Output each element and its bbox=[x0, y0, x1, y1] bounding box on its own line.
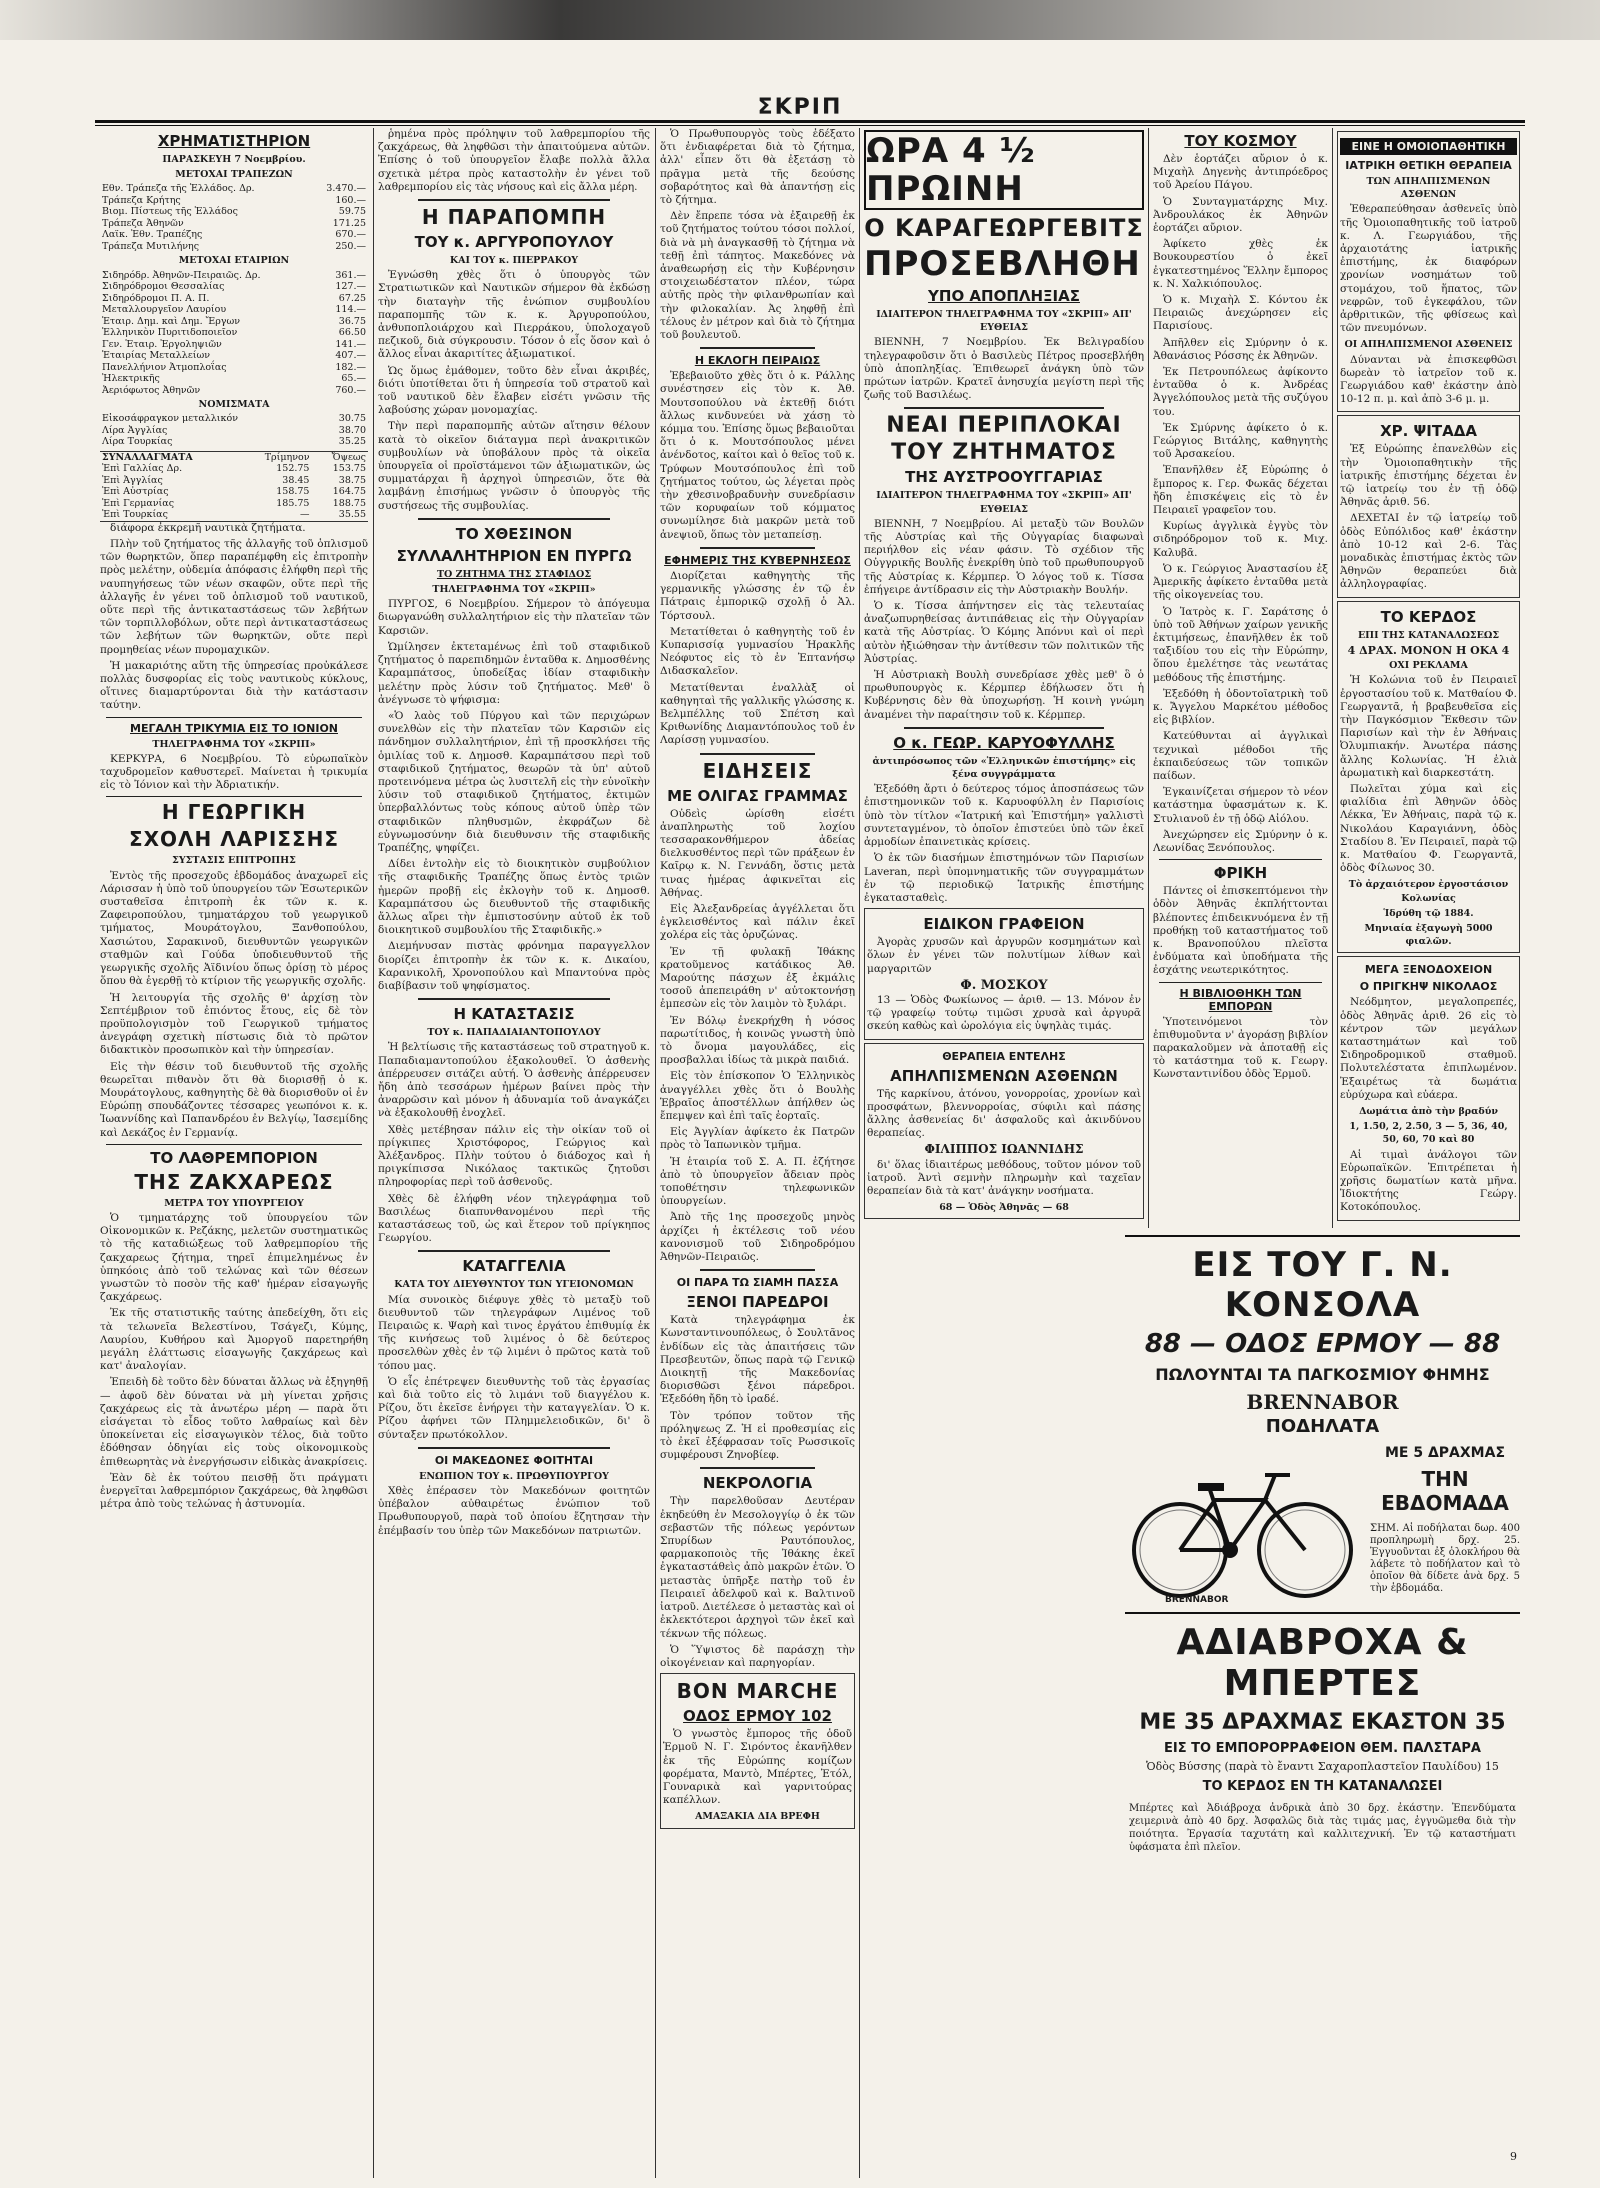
ad-text: Τὸ ἀρχαιότερον ἐργοστάσιον Κολωνίας bbox=[1348, 879, 1509, 904]
ad-text: Ἐξ Εὐρώπης ἐπανελθὼν εἰς τὴν Ὁμοιοπαθητικὴν τῆς ἰατρικῆς ἐπιστήμης δέχεται ἐν τῷ ἰατρείῳ του ἐν τῇ ὁδῷ Ἀθηνᾶς ἀριθ. 56. bbox=[1340, 443, 1517, 509]
article-text: Ὁ Συνταγματάρχης Μιχ. Ἀνδρουλάκος ἐκ Ἀθηνῶν ἑορτάζει αὔριον. bbox=[1153, 195, 1328, 235]
divider bbox=[418, 1250, 610, 1252]
ad-name: Φ. ΜΟΣΚΟΥ bbox=[960, 977, 1048, 993]
ad-raincoats bbox=[1125, 1612, 1520, 1854]
headline-smuggling-2: ΤΗΣ ΖΑΚΧΑΡΕΩΣ bbox=[134, 1169, 334, 1194]
article-text: Εἰς Ἀγγλίαν ἀφίκετο ἐκ Πατρῶν πρὸς τὸ Ἰαπωνικὸν τμῆμα. bbox=[660, 1126, 855, 1152]
ad-title: ΜΕΓΑ ΞΕΝΟΔΟΧΕΙΟΝ bbox=[1364, 963, 1493, 977]
article-text: Εἰς τὸν ἐπίσκοπον Ὁ Ἐλληνικὸς ἀναγγέλλει χθὲς ὅτι ὁ Βουλὴς Ἑβραῖος ἀποστέλλων ἀπήλθεν ὡς ἔπεμψεν καὶ ἐπὶ ταῖς ἐορταῖς. bbox=[660, 1070, 855, 1122]
article-text: Ἐντὸς τῆς προσεχοῦς ἑβδομάδος ἀναχωρεῖ εἰς Λάρισσαν ἡ ὑπὸ τοῦ ὑπουργείου τῶν Ἐσωτερικῶν συσταθεῖσα ἐπιτροπὴ ἐκ τῶν κ. κ. Ζαφειροπούλου, τμηματάρχου τοῦ γεωργικοῦ τμήματος, Μουράτογλου, Ξανθοπούλου, Χασιώτου, Σαρακινοῦ, διευθυντῶν γεωργικῶν σταθμῶν καὶ Γούδα ὑποδιευθυντοῦ τῆς γεωργικῆς σχολῆς Ἀϊδινίου ὅπως ὁρίσῃ τὸ μέρος ὅπου θὰ ἐγερθῇ τὸ κτίριον τῆς γεωργικῆς σχολῆς. bbox=[100, 869, 368, 988]
article-text: Οὐδεὶς ὡρίσθη εἰσέτι ἀναπληρωτὴς τοῦ λοχίου τεσσαρακονθήμερον ἀδείας διελκυσθέντος περὶ τῶν πράξεων ἐν Καῖρῳ κ. Ν. Γεννάδη, ὅστις μετὰ τινας ἡμέρας ἀφικνεῖται εἰς Ἀθήνας. bbox=[660, 807, 855, 899]
table-row: Σιδηρόδρομοι Π. Α. Π. 67.25 bbox=[102, 292, 366, 304]
column-divider bbox=[373, 128, 374, 2178]
table-row: Βιομ. Πίστεως τῆς Ἑλλάδος 59.75 bbox=[102, 206, 366, 218]
article-text: Ὁ Ὕψιστος δὲ παράσχῃ τὴν οἰκογένειαν καὶ παρηγορίαν. bbox=[660, 1643, 855, 1669]
article-text: Ἐξεδόθη ἄρτι ὁ δεύτερος τόμος ἀποσπάσεως τῶν ἐπιστημονικῶν τοῦ κ. Καρυοφύλλη ἐν Παρισίοις ὑπὸ τὸν τίτλον «Ἰατρική καὶ Ἐπιστήμη» γαλλιστὶ συντεταγμένον, τὸ ὁποῖον ἐπιστεύει ὑπὸ τῶν ἐκεῖ ἀρμοδίων ἐπαινετικὰς κρίσεις. bbox=[864, 783, 1144, 849]
telegram-label: ΙΔΙΑΙΤΕΡΟΝ ΤΗΛΕΓΡΑΦΗΜΑ ΤΟΥ «ΣΚΡΙΠ» ΑΠ' ΕΥΘΕΙΑΣ bbox=[876, 309, 1132, 334]
headline-pasha-2: ΞΕΝΟΙ ΠΑΡΕΔΡΟΙ bbox=[686, 1293, 829, 1312]
headline-referral: Η ΠΑΡΑΠΟΜΠΗ bbox=[421, 205, 607, 230]
article-text: Μετατίθεται ὁ καθηγητὴς τοῦ ἐν Κυπαρισσίᾳ γυμνασίου Ἠρακλῆς Νεόφυτος εἰς τὸ ἐν Ἐπτανήσῳ Διδασκαλεῖον. bbox=[660, 625, 855, 678]
headline-horror: ΦΡΙΚΗ bbox=[1213, 864, 1268, 883]
subhead: ΤΟΥ κ. ΠΑΠΑΔΙΑΙΑΝΤΟΠΟΥΛΟΥ bbox=[427, 1027, 601, 1039]
divider bbox=[106, 717, 362, 718]
table-row: Εἰκοσάφραγκον μεταλλικόν 30.75 bbox=[102, 413, 366, 425]
article-text: Εἰς Ἀλεξανδρείας ἀγγέλλεται ὅτι ἐγκλεισθέντος καὶ πάλιν ἐκεῖ χολέρα εἰς τὰς ὀρυζώνας. bbox=[660, 902, 855, 942]
article-text: Ἐὰν δὲ ἐκ τούτου πεισθῇ ὅτι πράγματι ἐνεργεῖται λαθρεμπόριον ζακχάρεως, θὰ ληφθῶσι μέτρα ἀπὸ τοὺς τελώνας ἡ ἀστυνομία. bbox=[100, 1471, 368, 1511]
ad-name: ΦΙΛΙΠΠΟΣ ΙΩΑΝΝΙΔΗΣ bbox=[924, 1142, 1084, 1157]
article-text: Δίδει ἐντολὴν εἰς τὸ διοικητικὸν συμβούλιον τῆς σταφιδικῆς Τραπέζης ὅπως ἐντὸς τριῶν ἡμερῶν προβῇ εἰς ἐκλογὴν τοῦ κ. Δημοσθ. Καραμπάτσου ὡς διευθυντοῦ τῆς σταφιδικῆς ἄλλως αἴρει τὴν ἐμπιστοσύνην αὐτοῦ ἐκ τοῦ διοικητικοῦ συμβουλίου τῆς Σταφιδικῆς.» bbox=[378, 858, 650, 937]
article-text: Χθὲς δὲ ἐλήφθη νέον τηλεγράφημα τοῦ Βασιλέως διαπυνθανομένου περὶ τῆς καταστάσεως τοῦ, ὡς καὶ ἕτερον τοῦ πρίγκηπος Γεωργίου. bbox=[378, 1192, 650, 1245]
article-text: Διορίζεται καθηγητὴς τῆς γερμανικῆς γλώσσης ἐν τῷ ἐν Πάτραις ἐμπορικῷ σχολῇ ὁ Ἀλ. Τόρτσουλ. bbox=[660, 569, 855, 622]
headline-library: Η ΒΙΒΛΙΟΘΗΚΗ ΤΩΝ ΕΜΠΟΡΩΝ bbox=[1179, 986, 1302, 1013]
article-text: Ἐπανῆλθεν ἐξ Εὐρώπης ὁ ἔμπορος κ. Γερ. Φωκᾶς δέχεται ἤδη ἐπισκέψεις εἰς τὸ ἐν Πειραιεῖ γραφεῖον του. bbox=[1153, 464, 1328, 517]
ad-title-2: Ο ΠΡΙΓΚΗΨ ΝΙΚΟΛΑΟΣ bbox=[1359, 980, 1498, 994]
ad-gain: ΤΟ ΚΕΡΔΟΣ ΕΝ ΤΗ ΚΑΤΑΝΑΛΩΣΕΙ bbox=[1202, 1779, 1443, 1794]
ad-text: Τῆς καρκίνου, ἀτόνου, γονορροίας, χρονίων καὶ προσφάτων, βλεννορροίας, σύφιλι καὶ πάσης ἄλλης ἀσθενείας δι' ἀσφαλοῦς καὶ ἀκινδύνου θεραπείας. bbox=[867, 1087, 1141, 1140]
table-row: Τράπεζα Κρήτης 160.— bbox=[102, 194, 366, 206]
article-text: Ἡ λειτουργία τῆς σχολῆς θ' ἀρχίσῃ τὸν Σεπτέμβριον τοῦ ἐπιόντος ἔτους, εἰς δὲ τὸν προϋπολογισμὸν τοῦ Γεωργικοῦ τμήματος ἀνεγράφη σχετικὴ πίστωσις διὰ τὸ πρῶτον διδακτικὸν προσωπικὸν καὶ τὴν ὑπηρεσίαν. bbox=[100, 991, 368, 1057]
ad-address: 68 — Ὁδὸς Ἀθηνᾶς — 68 bbox=[939, 1202, 1069, 1214]
bicycle-icon bbox=[1125, 1445, 1355, 1610]
ad-doctor bbox=[1337, 415, 1520, 597]
headline-school-2: ΣΧΟΛΗ ΛΑΡΙΣΣΗΣ bbox=[128, 827, 340, 852]
headline-rally-2: ΣΥΛΛΑΛΗΤΗΡΙΟΝ ΕΝ ΠΥΡΓΩ bbox=[396, 546, 632, 565]
ad-title: ΕΙΝΕ Η ΟΜΟΙΟΠΑΘΗΤΙΚΗ bbox=[1340, 138, 1517, 155]
column-1 bbox=[100, 128, 368, 2178]
offer-line: ΤΗΝ ΕΒΔΟΜΑΔΑ bbox=[1381, 1467, 1509, 1515]
ad-address: Ὁδὸς Βύσσης (παρὰ τὸ ἔναντι Σαχαροπλαστεῖον Παυλίδου) 15 bbox=[1146, 1760, 1499, 1773]
ad-hotel bbox=[1337, 956, 1520, 1220]
table-row: Σιδηρόδρ. Ἀθηνῶν-Πειραιῶς. Δρ. 361.— bbox=[102, 269, 366, 281]
article-text: Πάντες οἱ ἐπισκεπτόμενοι τὴν ὁδὸν Ἀθηνᾶς ἐκπλήττονται βλέποντες ἐπιδεικνυόμενα ἐν τῇ προθήκῃ τοῦ καταστήματος τοῦ κ. Βρανοπούλου πλεῖστα ἐνδύματα καὶ ὑποδήματα τῆς ἐσχάτης νεωτερικότητος. bbox=[1153, 885, 1328, 977]
ad-title: ΤΟ ΚΕΡΔΟΣ bbox=[1380, 607, 1477, 626]
table-row: Ἑταιρ. Δημ. καὶ Δημ. Ἔργων 36.75 bbox=[102, 315, 366, 327]
ad-title: ΕΙΔΙΚΟΝ ΓΡΑΦΕΙΟΝ bbox=[923, 915, 1085, 934]
article-text: Ὁ κ. Μιχαὴλ Σ. Κόντου ἐκ Πειραιῶς ἀνεχώρησεν εἰς Παρισίους. bbox=[1153, 294, 1328, 333]
article-text: Ἐπειδὴ δὲ τοῦτο δὲν δύναται ἄλλως νὰ ἐξηγηθῇ — ἀφοῦ δὲν δύναται νὰ μὴ γίνεται χρῆσις ζακχάρεως εἰς τὰ ἀνωτέρω μέρη — παρὰ ὅτι εἰσάγεται τὸ εἶδος τοῦτο λαθραίως καὶ δὲν ὑποκείνεται εἰς εἰσαγωγικὸν τέλος, διὰ τοῦτο ἐδόθησαν ὁδηγίαι εἰς τοὺς οἰκονομικοὺς ἐπιθεωρητὰς νὰ ἐνεργήσωσιν εἰδικὰς ἀνακρίσεις. bbox=[100, 1376, 368, 1468]
table-row: Ἐπὶ Γαλλίας Δρ. 152.75 153.75 bbox=[102, 463, 366, 475]
article-text: Ὁ κ. Τίσσα ἀπήντησεν εἰς τὰς τελευταίας ἀναζωπυρηθείσας ἀντιπάθειας εἰς τὴν Οὐγγαρίαν κατὰ τῆς Αὐστρίας. Ὁ Κόμης Ἀπόνυι καὶ οἱ περὶ αὐτὸν ἠξιώθησαν τὴν ἀντίθεσιν τῶν πολιτικῶν τῆς Ἀὐστρίας. bbox=[864, 600, 1144, 665]
table-header: ΣΥΝΑΛΛΑΓΜΑΤΑ Τρίμηνον Ὄψεως bbox=[102, 451, 366, 463]
divider bbox=[1159, 859, 1322, 860]
article-text: Ὡς ὅμως ἐμάθομεν, τοῦτο δὲν εἶναι ἀκριβές, διότι ὑποτίθεται ὅτι ἡ ὑπηρεσία τοῦ στρατοῦ καὶ τοῦ ναυτικοῦ δὲν ἔλαβεν εἰσέτι γνῶσιν τῆς λαβούσης χώραν μονομαχίας. bbox=[378, 364, 650, 417]
ad-bikes: ΠΟΔΗΛΑΤΑ bbox=[1265, 1416, 1380, 1437]
divider bbox=[418, 518, 610, 520]
table-row: Ἀεριόφωτος Ἀθηνῶν 760.— bbox=[102, 384, 366, 396]
column-4 bbox=[864, 128, 1144, 2178]
divider bbox=[700, 753, 815, 755]
table-row: Τράπεζα Μυτιλήνης 250.— bbox=[102, 240, 366, 252]
ad-text: Πωλεῖται χύμα καὶ εἰς φιαλίδια ἐπὶ Ἀθηνῶν ὁδὸς Λέκκα, Ἐν Ἀθήναις, παρὰ τῷ κ. Νικολάου Καραγιάννη, ὁδὸς Σταδίου 8. Ἐν Πειραιεῖ, παρὰ τῷ κ. Ματθαίου Φ. Γεωργαντᾶ, ὁδὸς Φίλωνος 30. bbox=[1340, 782, 1517, 875]
article-text: Διεμήνυσαν πιστὰς φρόνημα παραγγελλον διορίζει ἐπιτροπὴν ἐκ τῶν κ. κ. Δικαίου, Καρανικολῆ, Χρονοπούλου καὶ Μπαντούνα πρὸς διαβίβασιν τοῦ ψηφίσματος. bbox=[378, 940, 650, 992]
ad-therapy bbox=[864, 1043, 1144, 1220]
headline-obituary: ΝΕΚΡΟΛΟΓΙΑ bbox=[702, 1474, 813, 1493]
ad-title-2: ΑΠΗΛΠΙΣΜΕΝΩΝ ΑΣΘΕΝΩΝ bbox=[890, 1066, 1118, 1085]
article-text: Ἀπῆλθεν εἰς Σμύρνην ὁ κ. Ἀθανάσιος Ρόσσης ἐκ Ἀθηνῶν. bbox=[1153, 336, 1328, 362]
table-row: Ἐπὶ Ἀγγλίας 38.45 38.75 bbox=[102, 474, 366, 486]
ad-text: Ἀγορὰς χρυσῶν καὶ ἀργυρῶν κοσμημάτων καὶ ὅλων ἐν γένει τῶν πολυτίμων λίθων καὶ μαργαριτῶν bbox=[867, 936, 1141, 975]
headline-students: ΟΙ ΜΑΚΕΔΟΝΕΣ ΦΟΙΤΗΤΑΙ bbox=[434, 1453, 594, 1467]
article-text: Κατὰ τηλεγράφημα ἐκ Κωνσταντινουπόλεως, ὁ Σουλτᾶνος ἐνδίδων εἰς τὰς ἀπαιτήσεις τῶν Πρεσβευτῶν, ὅπως παρὰ τῷ Γενικῷ Διοικητῇ τῆς Μακεδονίας διορισθῶσι ξένοι πάρεδροι. Ἐξεδόθη ἤδη τὸ ἰραδέ. bbox=[660, 1314, 855, 1406]
ad-text: Μηνιαία ἐξαγωγὴ 5000 φιαλῶν. bbox=[1364, 922, 1493, 948]
headline-news-2: ΜΕ ΟΛΙΓΑΣ ΓΡΑΜΜΑΣ bbox=[667, 786, 848, 805]
headline-ionian: ΜΕΓΑΛΗ ΤΡΙΚΥΜΙΑ ΕΙΣ ΤΟ ΙΟΝΙΟΝ bbox=[130, 721, 338, 735]
exchange-title: ΧΡΗΜΑΤΙΣΤΗΡΙΟΝ bbox=[157, 132, 311, 150]
ad-prices: 1, 1.50, 2, 2.50, 3 — 5, 36, 40, 50, 60, 70 καὶ 80 bbox=[1349, 1121, 1508, 1146]
ad-line: ΠΩΛΟΥΝΤΑΙ ΤΑ ΠΑΓΚΟΣΜΙΟΥ ΦΗΜΗΣ bbox=[1155, 1365, 1490, 1384]
article-text: Ἐν τῇ φυλακῇ Ἰθάκης κρατοῦμενος κατάδικος Ἀθ. Μαρούτης πάσχων ἐξ ἐκμάλις τοσοῦ ἀπεπειράθη ν' αὐτοκτονήσῃ ἐμπεσὼν εἰς τὸν λαιμὸν τὸ ξυλάρι. bbox=[660, 945, 855, 1011]
article-text: Ὁ εἷς ἐπέτρεψεν διευθυντὴς τοῦ τὰς ἐργασίας καὶ διὰ τοῦτο εἰς τὸ λιμάνι τοῦ διαγγέλου κ. Ρίζου, ὅτι ἐκεῖσε ἐνήργει τὴν καταγγελίαν. Ὁ κ. Ρίζου ἀφήνει τῶν Πλημμελειοδικῶν, δι' ὃ σύνταξεν πρωτόκολλον. bbox=[378, 1375, 650, 1441]
article-text: Ὁ κ. Γεώργιος Ἀναστασίου ἐξ Ἀμερικῆς ἀφίκετο ἐνταῦθα μετὰ τῆς οἰκογενείας του. bbox=[1153, 562, 1328, 602]
divider bbox=[106, 1144, 362, 1145]
divider bbox=[1159, 982, 1322, 983]
article-text: ΚΕΡΚΥΡΑ, 6 Νοεμβρίου. Τὸ εὐρωπαϊκὸν ταχυδρομεῖον καθυστερεῖ. Μαίνεται ἡ τρικυμία εἰς τὸ Ἰόνιον καὶ τὴν Ἀδριατικήν. bbox=[100, 752, 368, 792]
article-text: Ὑποτεινόμενοι τὸν ἐπιθυμοῦντα ν' ἀγοράσῃ βιβλίον παρακαλοῦμεν νὰ ἀποταθῇ εἰς τὸ κατάστημα τοῦ κ. Γεωργ. Κωνσταντινίδου ὁδὸς Ἑρμοῦ. bbox=[1153, 1015, 1328, 1081]
ad-title: ΧΡ. ΨΙΤΑΔΑ bbox=[1380, 422, 1477, 441]
ad-subtitle: ΕΠΙ ΤΗΣ ΚΑΤΑΝΑΛΩΣΕΩΣ bbox=[1357, 629, 1500, 641]
subhead: ΜΕΤΡΑ ΤΟΥ ΥΠΟΥΡΓΕΙΟΥ bbox=[164, 1197, 304, 1209]
currency-table bbox=[100, 413, 368, 448]
ad-title: ΕΙΣ ΤΟΥ Γ. Ν. ΚΟΝΣΟΛΑ bbox=[1192, 1245, 1453, 1325]
ad-text: Ἐθεραπεύθησαν ἀσθενεῖς ὑπὸ τῆς Ὁμοιοπαθητικῆς τοῦ ἰατροῦ κ. Λ. Γεωργιάδου, τῆς ἀρχαιοτάτης ἰατρικῆς ἐπιστήμης, ἐκ διαφόρων χρονίων νοσημάτων τοῦ στομάχου, τοῦ ἥπατος, τῶν νεφρῶν, τοῦ ἐγκεφάλου, τῶν ἀρθριτικῶν, τῆς φθίσεως καὶ τῶν πνευμόνων. bbox=[1340, 203, 1517, 335]
headline-complaint: ΚΑΤΑΓΓΕΛΙΑ bbox=[462, 1257, 566, 1276]
subhead: ΣΥΣΤΑΣΙΣ ΕΠΙΤΡΟΠΗΣ bbox=[172, 855, 296, 867]
ad-address: 88 — ΟΔΟΣ ΕΡΜΟΥ — 88 bbox=[1144, 1329, 1501, 1359]
headline-pasha: ΟΙ ΠΑΡΑ ΤΩ ΣΙΑΜΗ ΠΑΣΣΑ bbox=[676, 1276, 839, 1290]
fx-table bbox=[100, 451, 368, 522]
headline-complications: ΝΕΑΙ ΠΕΡΙΠΛΟΚΑΙ bbox=[886, 413, 1122, 439]
table-row: Γεν. Ἑταιρ. Ἐργοληψιῶν 141.— bbox=[102, 338, 366, 350]
column-divider bbox=[1332, 128, 1333, 1228]
exchange-date: ΠΑΡΑΣΚΕΥΗ 7 Νοεμβρίου. bbox=[162, 154, 306, 165]
subhead: ΚΑΤΑ ΤΟΥ ΔΙΕΥΘΥΝΤΟΥ ΤΩΝ ΥΓΕΙΟΝΟΜΩΝ bbox=[394, 1279, 634, 1291]
table-row: Ἐπὶ Αὐστρίας 158.75 164.75 bbox=[102, 486, 366, 498]
ad-title: ΑΔΙΑΒΡΟΧΑ & ΜΠΕΡΤΕΣ bbox=[1176, 1622, 1469, 1704]
article-text: ΠΥΡΓΟΣ, 6 Νοεμβρίου. Σήμερον τὸ ἀπόγευμα διωργανώθη συλλαλητήριον εἰς τὴν πλατεῖαν τῶν Καρσιῶν. bbox=[378, 598, 650, 637]
article-text: Ἐβεβαιοῦτο χθὲς ὅτι ὁ κ. Ράλλης συνέστησεν εἰς τὸν κ. Ἀθ. Μουτσοπούλου νὰ ἐκτεθῇ διότι ἄλλως κινδυνεύει νὰ χάσῃ τὸ κόμμα του. Ἐπίσης ὅμως βεβαιοῦται ὅτι ὁ κ. Μουτσόπουλος μένει ἀνένδοτος, καίτοι καὶ ὁ θεῖος τοῦ κ. Τρύφων Μουτσόπουλος ἐπὶ τοῦ ζητήματος τούτου, ὡς λέγεται πρὸς τὴν χθεσινοβραδυνὴν συνεδρίασιν τῶν κορυφαίων τοῦ κόμματος συνωμίλησε διὰ μακρῶν μετὰ τοῦ ἀνεψιοῦ, ὅπως τὸν μεταπείσῃ. bbox=[660, 370, 855, 541]
article-text: Ὁ τμηματάρχης τοῦ ὑπουργείου τῶν Οἰκονομικῶν κ. Ρεζάκης, μελετῶν συστηματικῶς τὸ τῆς καταδιώξεως τοῦ λαθρεμπορίου τῆς ζακχαρεως ζήτημα, τηρεῖ ἐπιμελημένως ἐν ὑπηκόοις ἀπὸ τοῦ τελώνας καὶ τῶν θέσεων γνωστῶν τὸ ποσὸν τῆς καθ' ἡμέραν εἰσαγωγῆς ζακχάρεως. bbox=[100, 1211, 368, 1304]
ad-text: Ὁ γνωστὸς ἔμπορος τῆς ὁδοῦ Ἑρμοῦ Ν. Γ. Σιρόντος ἐκανῆλθεν ἐκ τῆς Εὐρώπης κομίζων φορέματα, Μαντὸ, Μπέρτες, Ἐτόλ, Γουναρικὰ καὶ γαρνιτούρας καπέλλων. bbox=[663, 1728, 852, 1807]
ad-price: ΜΕ 35 ΔΡΑΧΜΑΣ ΕΚΑΣΤΟΝ 35 bbox=[1139, 1710, 1506, 1735]
table-row: Μεταλλουργεῖον Λαυρίου 114.— bbox=[102, 304, 366, 316]
ad-title-2: ΙΑΤΡΙΚΗ ΘΕΤΙΚΗ ΘΕΡΑΠΕΙΑ bbox=[1345, 159, 1512, 172]
ad-price: 4 ΔΡΑΧ. ΜΟΝΟΝ Η ΟΚΑ 4 bbox=[1347, 643, 1510, 657]
ad-text: Δύνανται νὰ ἐπισκεφθῶσι δωρεὰν τὸ ἰατρεῖον τοῦ κ. Γεωργιάδου καθ' ἑκάστην ἀπὸ 10-12 π. μ. καὶ ἀπὸ 3-6 μ. μ. bbox=[1340, 353, 1517, 406]
table-row: Εθν. Τράπεζα τῆς Ἑλλάδος. Δρ. 3.470.— bbox=[102, 183, 366, 195]
page-number: 9 bbox=[1510, 2150, 1517, 2163]
subhead: ΕΝΩΠΙΟΝ ΤΟΥ κ. ΠΡΩΘΥΠΟΥΡΓΟΥ bbox=[419, 1470, 609, 1482]
companies-title: ΜΕΤΟΧΑΙ ΕΤΑΙΡΙΩΝ bbox=[178, 255, 290, 267]
ad-jeweller bbox=[864, 908, 1144, 1039]
banks-table bbox=[100, 183, 368, 252]
headline-hour: ΩΡΑ 4 ½ ΠΡΩΙΝΗ bbox=[864, 130, 1144, 210]
article-text: Ἀφίκετο χθὲς ἐκ Βουκουρεστίου ὁ ἐκεῖ ἐγκατεστημένος Ἕλλην ἔμπορος κ. Ν. Χαλκιόπουλος. bbox=[1153, 238, 1328, 290]
column-divider bbox=[655, 128, 656, 2178]
article-text: Ἐγνώσθη χθὲς ὅτι ὁ ὑπουργὸς τῶν Στρατιωτικῶν καὶ Ναυτικῶν σήμερον θὰ ἐκδώσῃ τὴν διαταγὴν τῆς ἐνώπιον συμβουλίου παραπομπῆς τῶν κ. κ. Ἀργυροπούλου, ἀνθυποπλοιάρχου καὶ Πιερράκου, ὑπολοχαγοῦ πεζικοῦ, διὰ σύγκρουσιν. Τόσον ὁ εἷς ὅσον καὶ ὁ ἄλλος εἶναι ἀκαριτίτες ἀξιωματικοί. bbox=[378, 269, 650, 361]
article-text: Δὲν ἑορτάζει αὔριον ὁ κ. Μιχαὴλ Δηγενὴς ἀντιπρόεδρος τοῦ Ἀρείου Πάγου. bbox=[1153, 153, 1328, 192]
divider bbox=[418, 1447, 610, 1449]
table-row: Ἐπὶ Γερμανίας 185.75 188.75 bbox=[102, 497, 366, 509]
ad-text: ΔΕΧΕΤΑΙ ἐν τῷ ἰατρείῳ τοῦ ὁδὸς Εὐπόλιδος καθ' ἑκάστην ἀπὸ 10-12 καὶ 2-6. Τὰς μοναδικὰς ἐπιστήμας ἐκτὸς τῶν Ἀθηνῶν θεραπεύει διὰ ἀλληλογραφίας. bbox=[1340, 512, 1517, 591]
article-text: Ἐξεδόθη ἡ ὀδοντοῖατρικὴ τοῦ κ. Ἄγγελου Μαρκέτου μέθοδος εἰς βιβλίον. bbox=[1153, 687, 1328, 727]
headline-referral-2: ΤΟΥ κ. ΑΡΓΥΡΟΠΟΥΛΟΥ bbox=[414, 233, 614, 252]
header-rule bbox=[95, 120, 1525, 123]
article-text: Ὁ Πρωθυπουργὸς τοὺς ἐδέξατο ὅτι ἐνδιαφέρεται διὰ τὸ ζήτημα, ἀλλ' εἶπεν ὅτι θὰ ἐξετάσῃ τὸ πρᾶγμα μετὰ τῆς δεούσης σοβαρότητος καὶ θὰ ἀπαντήσῃ εἰς τὸ ζήτημα. bbox=[660, 128, 855, 207]
article-text: Χθὲς μετέβησαν πάλιν εἰς τὴν οἰκίαν τοῦ οἱ πρίγκιπες Χριστόφορος, Γεώργιος καὶ Ἀλέξανδρος. Πλὴν τούτου ὁ διάδοχος καὶ ἡ πριγκίπισσα Νικόλαος τακτικῶς ζητοῦσι πληροφορίας περὶ τοῦ ἀσθενοῦς. bbox=[378, 1123, 650, 1189]
article-text: Τὴν παρελθοῦσαν Δευτέραν ἐκηδεύθη ἐν Μεσολογγίῳ ὁ ἐκ τῶν σεβαστῶν τῆς πόλεως γερόντων Σπυρίδων Ραυτόπουλος, φαρμακοποιὸς τῆς Ἰθάκης ἐκεῖ ἐγκαταστάθεὶς ἀπὸ μακρῶν ἐτῶν. Ὁ μεταστὰς ὑπῆρξε πατὴρ τοῦ ἐν Πειραιεῖ ἀδελφοῦ καὶ κ. Βαλτινοῦ ἰατροῦ. Διετέλεσε ὁ μεταστὰς καὶ οἱ ἐκλεκτότεροι ἀρχηγοὶ τῶν ἐκεῖ καὶ τέκνων τῆς πόλεως. bbox=[660, 1495, 855, 1640]
article-text: Ἀνεχώρησεν εἰς Σμύρνην ὁ κ. Λεωνίδας Ξενόπουλος. bbox=[1153, 828, 1328, 854]
table-row: Πανελλήνιον Ἀτμοπλοΐας 182.— bbox=[102, 361, 366, 373]
article-text: Ὁ Ἰατρὸς κ. Γ. Σαράτσης ὁ ὑπὸ τοῦ Ἀθήνων χαίρων γενικῆς ἐκτιμήσεως, ἐπανῆλθεν ἐκ τοῦ ταξιδίου του εἰς τὴν Εὐρώπην, ὅπου ἐμελέτησε τὰς νεωτάτας μεθόδους τῆς ἐπιστήμης. bbox=[1153, 605, 1328, 684]
ad-text: Ἡ Κολώνια τοῦ ἐν Πειραιεῖ ἐργοστασίου τοῦ κ. Ματθαίου Φ. Γεωργαντᾶ, ἡ βραβευθεῖσα εἰς τὴν Παγκόσμιον Ἔκθεσιν τῶν Παρισίων καὶ τὴν ἐν Ἀθήναις Ὀλυμπιακήν. Ἀνωτέρα πάσης ἄλλης Κολωνίας. Ἡ ἐλιὰ ἀρωματικὴ καὶ διαρκεστάτη. bbox=[1340, 674, 1517, 779]
headline-complications-2: ΤΟΥ ΖΗΤΗΜΑΤΟΣ bbox=[891, 440, 1117, 466]
header-rule-thin bbox=[95, 125, 1525, 126]
ad-text: Νεόδμητον, μεγαλοπρεπές, ὁδὸς Ἀθηνᾶς ἀριθ. 26 εἰς τὸ κέντρον τῶν μεγάλων καταστημάτων καὶ τοῦ Σιδηροδρομικοῦ σταθμοῦ. Πολυτελέστατα ἐπιπλωμένον. Ἐξαιρέτως τὰ δωμάτια εὐρύχωρα καὶ εὐάερα. bbox=[1340, 996, 1517, 1101]
ad-homeopathy bbox=[1337, 131, 1520, 412]
table-row: Ἠλεκτρικῆς 65.— bbox=[102, 373, 366, 385]
table-row: Τράπεζα Ἀθηνῶν 171.25 bbox=[102, 217, 366, 229]
ad-text: δι' ὅλας ἰδιαιτέρως μεθόδους, τοῦτον μόνον τοῦ ἰατροῦ. Ἀντὶ σεμνὴν πληρωμὴν καὶ ταχεῖαν θεραπείαν διὰ τὰ κατ' ἀνάγκην νοσήματα. bbox=[867, 1158, 1141, 1197]
headline-condition: Η ΚΑΤΑΣΤΑΣΙΣ bbox=[453, 1005, 575, 1024]
subhead: ἀντιπρόσωπος τῶν «Ἑλληνικῶν ἐπιστήμης» εἰς ξένα συγγράμματα bbox=[872, 755, 1136, 781]
article-text: Δὲν ἔπρεπε τόσα νὰ ἐξαιρεθῇ ἐκ τοῦ ζητήματος τούτου τόσοι πολλοί, διὰ νὰ μὴ ἀναγκασθῇ τὸ ζήτημα νὰ τεθῇ ἐπὶ τάπητος. Μακεδόνες νὰ ἀναθεωρήσῃ εἰς τὴν Κυβέρνησιν στοιχειωδέστατον πλέον, τώρα αὐτῆς πρὸς τὴν φιλανθρωπίαν καὶ τὴν φιλοκαλίαν. Ἀς ληφθῇ ἐπὶ τέλους ἐν μέτρον καὶ διὰ τὸ ζήτημα τοῦ βουλευτοῦ. bbox=[660, 210, 855, 342]
ad-brand: BRENNABOR bbox=[1246, 1390, 1399, 1414]
headline-gazette: ΕΦΗΜΕΡΙΣ ΤΗΣ ΚΥΒΕΡΝΗΣΕΩΣ bbox=[664, 553, 851, 567]
column-2 bbox=[378, 128, 650, 2178]
ad-text: Ἱδρύθη τῷ 1884. bbox=[1383, 907, 1474, 919]
divider bbox=[700, 347, 815, 349]
article-text: Πλὴν τοῦ ζητήματος τῆς ἀλλαγῆς τοῦ ὁπλισμοῦ τῶν θωρηκτῶν, ὅπερ παραπέμφθη εἰς ἐπιτροπὴν πρὸς μελέτην, οὐδεμία ἀπόφασις ἐλήφθη περὶ τῆς ναυπηγήσεως τῶν νέων σκαφῶν, οὔτε περὶ τῆς ἀλλαγῆς ἐν γένει τοῦ ὁπλισμοῦ τοῦ ναυτικοῦ, οὔτε περὶ τῆς ἀντικαταστάσεως τῶν λεβήτων τῶν τορπιλλοβόλων, οὔτε περὶ ἀντικαταστάσεως τῶν λεβήτων τῶν θωρηκτῶν, οὔτε περὶ προμηθείας νέων πυρομαχικῶν. bbox=[100, 538, 368, 656]
offer-text: ΣΗΜ. Αἱ ποδήλαται δωρ. 400 προπληρωμὴ δρχ. 25. Ἐγγυοῦνται ἐξ ὁλοκλήρου θὰ λάβετε τὸ ποδήλατον καὶ τὸ ὁποῖον θὰ δίδετε ἀνὰ δρχ. 5 τὴν ἑβδομάδα. bbox=[1370, 1523, 1520, 1594]
headline-struck: ΠΡΟΣΕΒΛΗΘΗ bbox=[864, 244, 1141, 284]
ad-tail: ΑΜΑΞΑΚΙΑ ΔΙΑ ΒΡΕΦΗ bbox=[695, 1811, 820, 1823]
column-3 bbox=[660, 128, 855, 2178]
headline-news: ΕΙΔΗΣΕΙΣ bbox=[702, 758, 813, 783]
article-text: ῥημένα πρὸς πρόληψιν τοῦ λαθρεμπορίου τῆς ζακχάρεως, θὰ ληφθῶσι τὴν ἀπαιτούμενα αὐτῶν. Ἐπίσης ὁ τοῦ ὑπουργεῖον ἔλαβε πολλὰ ἄλλα σχετικὰ μέτρα πρὸς καταστολὴν ἐν γένει τοῦ λαθρεμπορίου εἰς τὰς νήσους καὶ εἰς ἄλλα μέρη. bbox=[378, 128, 650, 193]
divider bbox=[904, 407, 1104, 409]
column-6 bbox=[1337, 128, 1520, 1228]
column-divider bbox=[859, 128, 860, 2178]
article-text: διάφορα ἐκκρεμῆ ναυτικὰ ζητήματα. bbox=[110, 521, 306, 534]
bike-label: BRENNABOR bbox=[1165, 1595, 1229, 1605]
article-text: Ὡμίλησεν ἐκτεταμένως ἐπὶ τοῦ σταφιδικοῦ ζητήματος ὁ παρεπιδημῶν ἐνταῦθα κ. Δημοσθένης Καραμπάτσος, ὑποδείξας ἰδίαν σταφιδικὴν μελέτην πρὸς λύσιν τοῦ ζητήματος. Μεθ' ὃ ἀνέγνωσε τὸ ψήφισμα: bbox=[378, 640, 650, 706]
ad-subtitle: ΟΔΟΣ ΕΡΜΟΥ 102 bbox=[683, 1707, 832, 1726]
headline-rally: ΤΟ ΧΘΕΣΙΝΟΝ bbox=[455, 524, 573, 543]
article-text: Ἐκ τῆς στατιστικῆς ταύτης ἀπεδείχθη, ὅτι εἰς τὰ τελωνεῖα Βελεστίνου, Τσάγεζι, Κύμης, Λαυρίου, Κυθήρου καὶ Ἀμοργοῦ παρετηρήθη μεγάλη ἐλάττωσις εἰσαγωγῆς ζακχάρεως καὶ κατ' ἀναλογίαν. bbox=[100, 1307, 368, 1373]
article-text: Μετατίθενται ἐναλλὰξ οἱ καθηγηταὶ τῆς γαλλικῆς γλώσσης κ. Βελμπέλλης τοῦ Σπέτση καὶ Κριθωνίδης Διαμαντόπουλος τοῦ ἐν Λαρίσσῃ γυμνασίου. bbox=[660, 681, 855, 747]
ad-subtitle: ΟΧΙ ΡΕΚΛΑΜΑ bbox=[1389, 660, 1468, 672]
divider bbox=[700, 1269, 815, 1271]
article-text: Ἐν Βόλῳ ἐνεκρήχθη ἡ νόσος παρωτίτιδος, ἡ κοινῶς γνωστὴ ὑπὸ τὸ ὄνομα μαγουλάδες, εἰς προσβαλλαι ἰδίως τὰ μικρὰ παιδιά. bbox=[660, 1014, 855, 1067]
telegram-label: ΤΗΛΕΓΡΑΦΗΜΑ ΤΟΥ «ΣΚΡΙΠ» bbox=[432, 584, 596, 596]
ad-text: Μπέρτες καὶ Ἀδιάβροχα ἀνδρικὰ ἀπὸ 30 δρχ. ἐκάστην. Ἐπενδύματα χειμερινὰ ἀπὸ 40 δρχ. Ἀσφαλῶς διὰ τὰς τιμάς μας, ἐγγυῶμεθα διὰ τὴν ποιότητα. Ἐργασία ταχυτάτη καὶ καλλιτεχνική. Ἐν τῷ καταστήματι ὑφάσματα ἐπὶ πλεῖον. bbox=[1129, 1803, 1516, 1853]
ad-prices-title: Δωμάτια ἀπὸ τὴν βραδύν bbox=[1359, 1105, 1498, 1117]
table-row: Σιδηρόδρομοι Θεσσαλίας 127.— bbox=[102, 281, 366, 293]
article-text: Τὸν τρόπον τοῦτον τῆς πρόληψεως Ζ. Ἡ εἰ προθεσμίας εἰς τὸ ἐκεῖ ἐξέφρασαν τοῖς Ρωσσικοῖς συμφέρουσι Ζηνοβίεφ. bbox=[660, 1409, 855, 1462]
ad-shop: ΕΙΣ ΤΟ ΕΜΠΟΡΟΡΡΑΦΕΙΟΝ ΘΕΜ. ΠΑΛΣΤΑΡΑ bbox=[1164, 1741, 1481, 1756]
article-text: Ἐκ Σμύρνης ἀφίκετο ὁ κ. Γεώργιος Βιτάλης, καθηγητὴς τοῦ Ἀρσακείου. bbox=[1153, 421, 1328, 461]
subhead: ΤΟ ΖΗΤΗΜΑ ΤΗΣ ΣΤΑΦΙΔΟΣ bbox=[436, 568, 592, 580]
headline-karyofyllis: Ο κ. ΓΕΩΡ. ΚΑΡΥΟΦΥΛΛΗΣ bbox=[893, 733, 1115, 752]
companies-table bbox=[100, 270, 368, 397]
table-row: Λαϊκ. Ἐθν. Τραπέζης 670.— bbox=[102, 229, 366, 241]
headline-smuggling: ΤΟ ΛΑΘΡΕΜΠΟΡΙΟΝ bbox=[150, 1148, 318, 1167]
headline-king: Ο ΚΑΡΑΓΕΩΡΓΕΒΙΤΣ bbox=[864, 214, 1144, 242]
banks-title: ΜΕΤΟΧΑΙ ΤΡΑΠΕΖΩΝ bbox=[175, 169, 293, 181]
article-text: ΒΙΕΝΝΗ, 7 Νοεμβρίου. Αἱ μεταξὺ τῶν Βουλῶν τῆς Αὐστρίας καὶ τῆς Οὐγγαρίας διαφωναὶ περιήλθον εἰς νέαν φάσιν. Τὸ σχέδιον τῆς Οὐγγρικῆς Βουλῆς ἐνεκρίθη ὑπὸ τοῦ πρωθυπουργοῦ τῆς Αὐστρίας κ. Κέρμπερ. Ὁ λόγος τοῦ κ. Τίσσα ἐπήγειρε ἀντίδρασιν εἰς τὴν Αὐστριακὴν Βουλήν. bbox=[864, 517, 1144, 596]
table-row: Ἐπὶ Τουρκίας — 35.55 bbox=[102, 509, 366, 521]
ad-subtitle: ΟΙ ΑΠΗΛΠΙΣΜΕΝΟΙ ΑΣΘΕΝΕΙΣ bbox=[1344, 339, 1513, 351]
ad-subtitle: ΤΩΝ ΑΠΗΛΠΙΣΜΕΝΩΝ ΑΣΘΕΝΩΝ bbox=[1366, 176, 1491, 201]
currency-title: ΝΟΜΙΣΜΑΤΑ bbox=[198, 399, 270, 411]
article-text: ΒΙΕΝΝΗ, 7 Νοεμβρίου. Ἐκ Βελιγραδίου τηλεγραφοῦσιν ὅτι ὁ Βασιλεὺς Πέτρος προσεβλήθη ὑπὸ ἀποπληξίας. Ἐπιθεωρεῖ ἀνάγκη ὑπὸ τῶν πρώτων ἰατρῶν. Κρατεῖ ἀνησυχία μεγίστη περὶ τῆς ζωῆς τοῦ Βασιλέως. bbox=[864, 336, 1144, 402]
divider bbox=[106, 796, 362, 797]
article-text: Ἡ ἑταιρία τοῦ Σ. Α. Π. ἐζήτησε ἀπὸ τὸ ὑπουργεῖον ἄδειαν πρὸς τοποθέτησιν τηλεφωνικῶν ὑπουργείων. bbox=[660, 1155, 855, 1208]
offer-line: ΜΕ 5 ΔΡΑΧΜΑΣ bbox=[1384, 1445, 1506, 1461]
telegram-label: ΤΗΛΕΓΡΑΦΗΜΑ ΤΟΥ «ΣΚΡΙΠ» bbox=[152, 738, 316, 750]
headline-election: Η ΕΚΛΟΓΗ ΠΕΙΡΑΙΩΣ bbox=[694, 354, 821, 368]
ad-bon-marche bbox=[660, 1673, 855, 1828]
table-row: Ἑταιρίας Μεταλλείων 407.— bbox=[102, 350, 366, 362]
article-text: Ἡ μακαριότης αὕτη τῆς ὑπηρεσίας προὐκάλεσε πολλὰς δυσφορίας εἰς τοὺς ναυτικοὺς κύκλους, οἵτινες διαμαρτύρονται διὰ τὴν κατάστασιν ταύτην. bbox=[100, 659, 368, 712]
article-text: «Ὁ λαὸς τοῦ Πύργου καὶ τῶν περιχώρων συνελθὼν εἰς τὴν πλατεῖαν τῶν Καρσιῶν εἰς πάνδημον συλλαλητήριον, ἐπὶ τῇ προσκλήσει τῆς ὁμιλίας τοῦ κ. Δημοσθ. Καραμπάτσου περὶ τοῦ σταφιδικοῦ ζητήματος, θεωρῶν τὰ ὑπ' αὐτοῦ προτεινόμενα μέτρα ὡς λυσιτελῆ εἰς τὴν εὐνοϊκὴν λύσιν τοῦ σταφιδικοῦ ζητήματος, ἐκτιμῶν ὑπερβαλλόντως τοὺς κόπους αὐτοῦ ὑπὲρ τῶν σταφιδικῶν πληθυσμῶν, ἐκφράζων δὲ εὐγνωμοσύνην διὰ διευθυνσιν τῆς σταφιδικῆς Τραπέζης, ψηφίζει. bbox=[378, 709, 650, 854]
divider bbox=[700, 1467, 815, 1469]
weekly-offer bbox=[1370, 1445, 1520, 1595]
ad-title: ΘΕΡΑΠΕΙΑ ΕΝΤΕΛΗΣ bbox=[942, 1049, 1066, 1063]
subhead: ΚΑΙ ΤΟΥ κ. ΠΙΕΡΡΑΚΟΥ bbox=[449, 255, 579, 267]
headline-society: ΤΟΥ ΚΟΣΜΟΥ bbox=[1184, 132, 1297, 150]
article-text: Κυρίως ἀγγλικὰ ἐγγὺς τὸν σιδηρόδρομον τοῦ κ. Μιχ. Καλυβᾶ. bbox=[1153, 520, 1328, 559]
divider bbox=[904, 727, 1104, 729]
article-text: Ἐκ Πετρουπόλεως ἀφίκοντο ἐνταῦθα ὁ κ. Ἀνδρέας Ἀγγελόπουλος μετὰ τῆς συζύγου του. bbox=[1153, 366, 1328, 418]
article-text: Ἡ βελτίωσις τῆς καταστάσεως τοῦ στρατηγοῦ κ. Παπαδιαμαντοπούλου ἐξακολουθεῖ. Ὁ ἀσθενὴς ἀπέρρευσεν σιτάζει αὐτή. Ὁ ἀσθενὴς ἀπέρρευσεν ἤδη ἀπὸ τεσσάρων ἡμέρων βαίνει πρὸς τὴν ἀναρρῶσιν καὶ μόνον ἡ ἀδυναμία τοῦ ἀναγκάζει νὰ ἐξακολουθῇ ἐνοχλεῖ. bbox=[378, 1041, 650, 1120]
divider bbox=[418, 199, 610, 201]
headline-apoplexy: ΥΠΟ ΑΠΟΠΛΗΞΙΑΣ bbox=[928, 287, 1080, 305]
table-row: Λίρα Ἀγγλίας 38.70 bbox=[102, 424, 366, 436]
ad-title: BON MARCHE bbox=[676, 1679, 839, 1704]
ad-text: 13 — Ὁδὸς Φωκίωνος — ἀριθ. — 13. Μόνον ἐν τῷ γραφείῳ τούτῳ τιμῶσι χρυσὰ καὶ ἀργυρᾶ σκεύη καθὼς καὶ ὡρολόγια εἰς ὑψηλὰς τιμάς. bbox=[867, 993, 1141, 1033]
table-row: Ἑλληνικὸν Πυριτιδοποιεῖον 66.50 bbox=[102, 327, 366, 339]
ad-cologne bbox=[1337, 601, 1520, 954]
bike-area bbox=[1125, 1445, 1520, 1615]
ad-text: Αἱ τιμαὶ ἀνάλογοι τῶν Εὐρωπαϊκῶν. Ἐπιτρέπεται ἡ χρῆσις δωματίων κατὰ μῆνα. Ἱδιοκτήτης Γεώργ. Κοτοκόπουλος. bbox=[1340, 1148, 1517, 1214]
divider bbox=[700, 547, 815, 549]
article-text: Μία συνοικὸς διέφυγε χθὲς τὸ μεταξὺ τοῦ διευθυντοῦ τῶν τηλεγράφων Λιμένος τοῦ Πειραιῶς κ. Ψαρὴ καὶ τινος ἐργάτου ἐπιθυμίᾳ ἐκ τῆς κινήσεως τοῦ λιμένος ὁ δὲ δεύτερος προσελθὼν χθὲς ἐν τῷ λιμένι ὁ πρῶτος κατὰ τοῦ τόπου μας. bbox=[378, 1293, 650, 1372]
article-text: Κατεύθυνται αἱ ἀγγλικαὶ τεχνικαὶ μέθοδοι τῆς ἐκπαιδεύσεως τῶν τοπικῶν παίδων. bbox=[1153, 730, 1328, 782]
table-row: Λίρα Τουρκίας 35.25 bbox=[102, 436, 366, 448]
article-text: Ὁ ἐκ τῶν διασήμων ἐπιστημόνων τῶν Παρισίων Laveran, περὶ ὑπομνηματικῆς τῶν συγγραμμάτων ἐν τῷ περιοδικῷ Ἰατρικῆς ἐπιστήμης ἐγκατασταθεὶς. bbox=[864, 852, 1144, 904]
article-text: Ἀπὸ τῆς 1ης προσεχοῦς μηνὸς ἀρχίζει ἡ ἐκτέλεσις τοῦ νέου κανονισμοῦ τοῦ Σιδηροδρόμου Ἀθηνῶν-Πειραιῶς. bbox=[660, 1211, 855, 1264]
article-text: Εἰς τὴν θέσιν τοῦ διευθυντοῦ τῆς σχολῆς θεωρεῖται πιθανὸν ὅτι θὰ διορισθῇ ὁ κ. Μουράτογλους, καθηγητὴς δὲ θὰ διορισθοῦν οἱ ἐν Εὐρώπῃ σπουδάζοντες τέσσαρες γεωπόνοι κ. κ. Ἰωαννίδης καὶ Παπανδρέου ἐν Βελγίῳ, Ἰασεμίδης καὶ Δεκάζος ἐν Γερμανίᾳ. bbox=[100, 1060, 368, 1139]
column-divider bbox=[1148, 128, 1149, 1228]
article-text: Τὴν περὶ παραπομπῆς αὐτῶν αἴτησιν θέλουν κατὰ τὸ οἰκεῖον διάταγμα περὶ ἀνακριτικῶν συμβουλίων νὰ ὑποβάλουν πρὸς τὰ οἰκεῖα ὑπουργεῖα οἱ προϊστάμενοι τῶν ἀξιωματικῶν, ὡς συμματάρχαι ἢ ἀρχηγοὶ ὑπηρεσιῶν, ὅτε θὰ λαμβάνῃ ἐπισήμως γνῶσιν ὁ ὑπουργὸς τῆς συστήσεως τῆς συμβουλίας. bbox=[378, 420, 650, 512]
article-text: Χθὲς ἐπέρασεν τὸν Μακεδόνων φοιτητῶν ὑπέβαλον αὐθαιρέτως ἐνώπιον τοῦ Πρωθυπουργοῦ, παρὰ τοῦ ὁποίου ἔζητησαν τὴν ἐπέμβασίν του ὑπὲρ τῶν Μακεδόνων πατριωτῶν. bbox=[378, 1485, 650, 1537]
masthead: ΣΚΡΙΠ bbox=[757, 95, 843, 120]
headline-school: Η ΓΕΩΡΓΙΚΗ bbox=[161, 800, 307, 825]
article-text: Ἐγκαινίζεται σήμερον τὸ νέον κατάστημα ὑφασμάτων κ. Κ. Στυλιανοῦ ἐν τῇ ὁδῷ Αἰόλου. bbox=[1153, 786, 1328, 825]
scan-top-band bbox=[0, 0, 1600, 40]
article-text: Ἡ Αὐστριακὴ Βουλὴ συνεδρίασε χθὲς μεθ' ὃ ὁ πρωθυπουργὸς κ. Κέρμπερ ἐδήλωσεν ὅτι ἡ Κυβέρνησις δὲν θὰ ὑποχωρήσῃ. Ἡ κοινὴ γνώμη ἀναμένει τὴν παραίτησιν τοῦ κ. Κέρμπερ. bbox=[864, 669, 1144, 721]
telegram-label: ΙΔΙΑΙΤΕΡΟΝ ΤΗΛΕΓΡΑΦΗΜΑ ΤΟΥ «ΣΚΡΙΠ» ΑΠ' ΕΥΘΕΙΑΣ bbox=[876, 490, 1132, 515]
divider bbox=[418, 998, 610, 1000]
column-5 bbox=[1153, 128, 1328, 1228]
headline-complications-3: ΤΗΣ ΑΥΣΤΡΟΟΥΓΓΑΡΙΑΣ bbox=[905, 468, 1103, 487]
ad-konsola bbox=[1125, 1235, 1520, 1615]
